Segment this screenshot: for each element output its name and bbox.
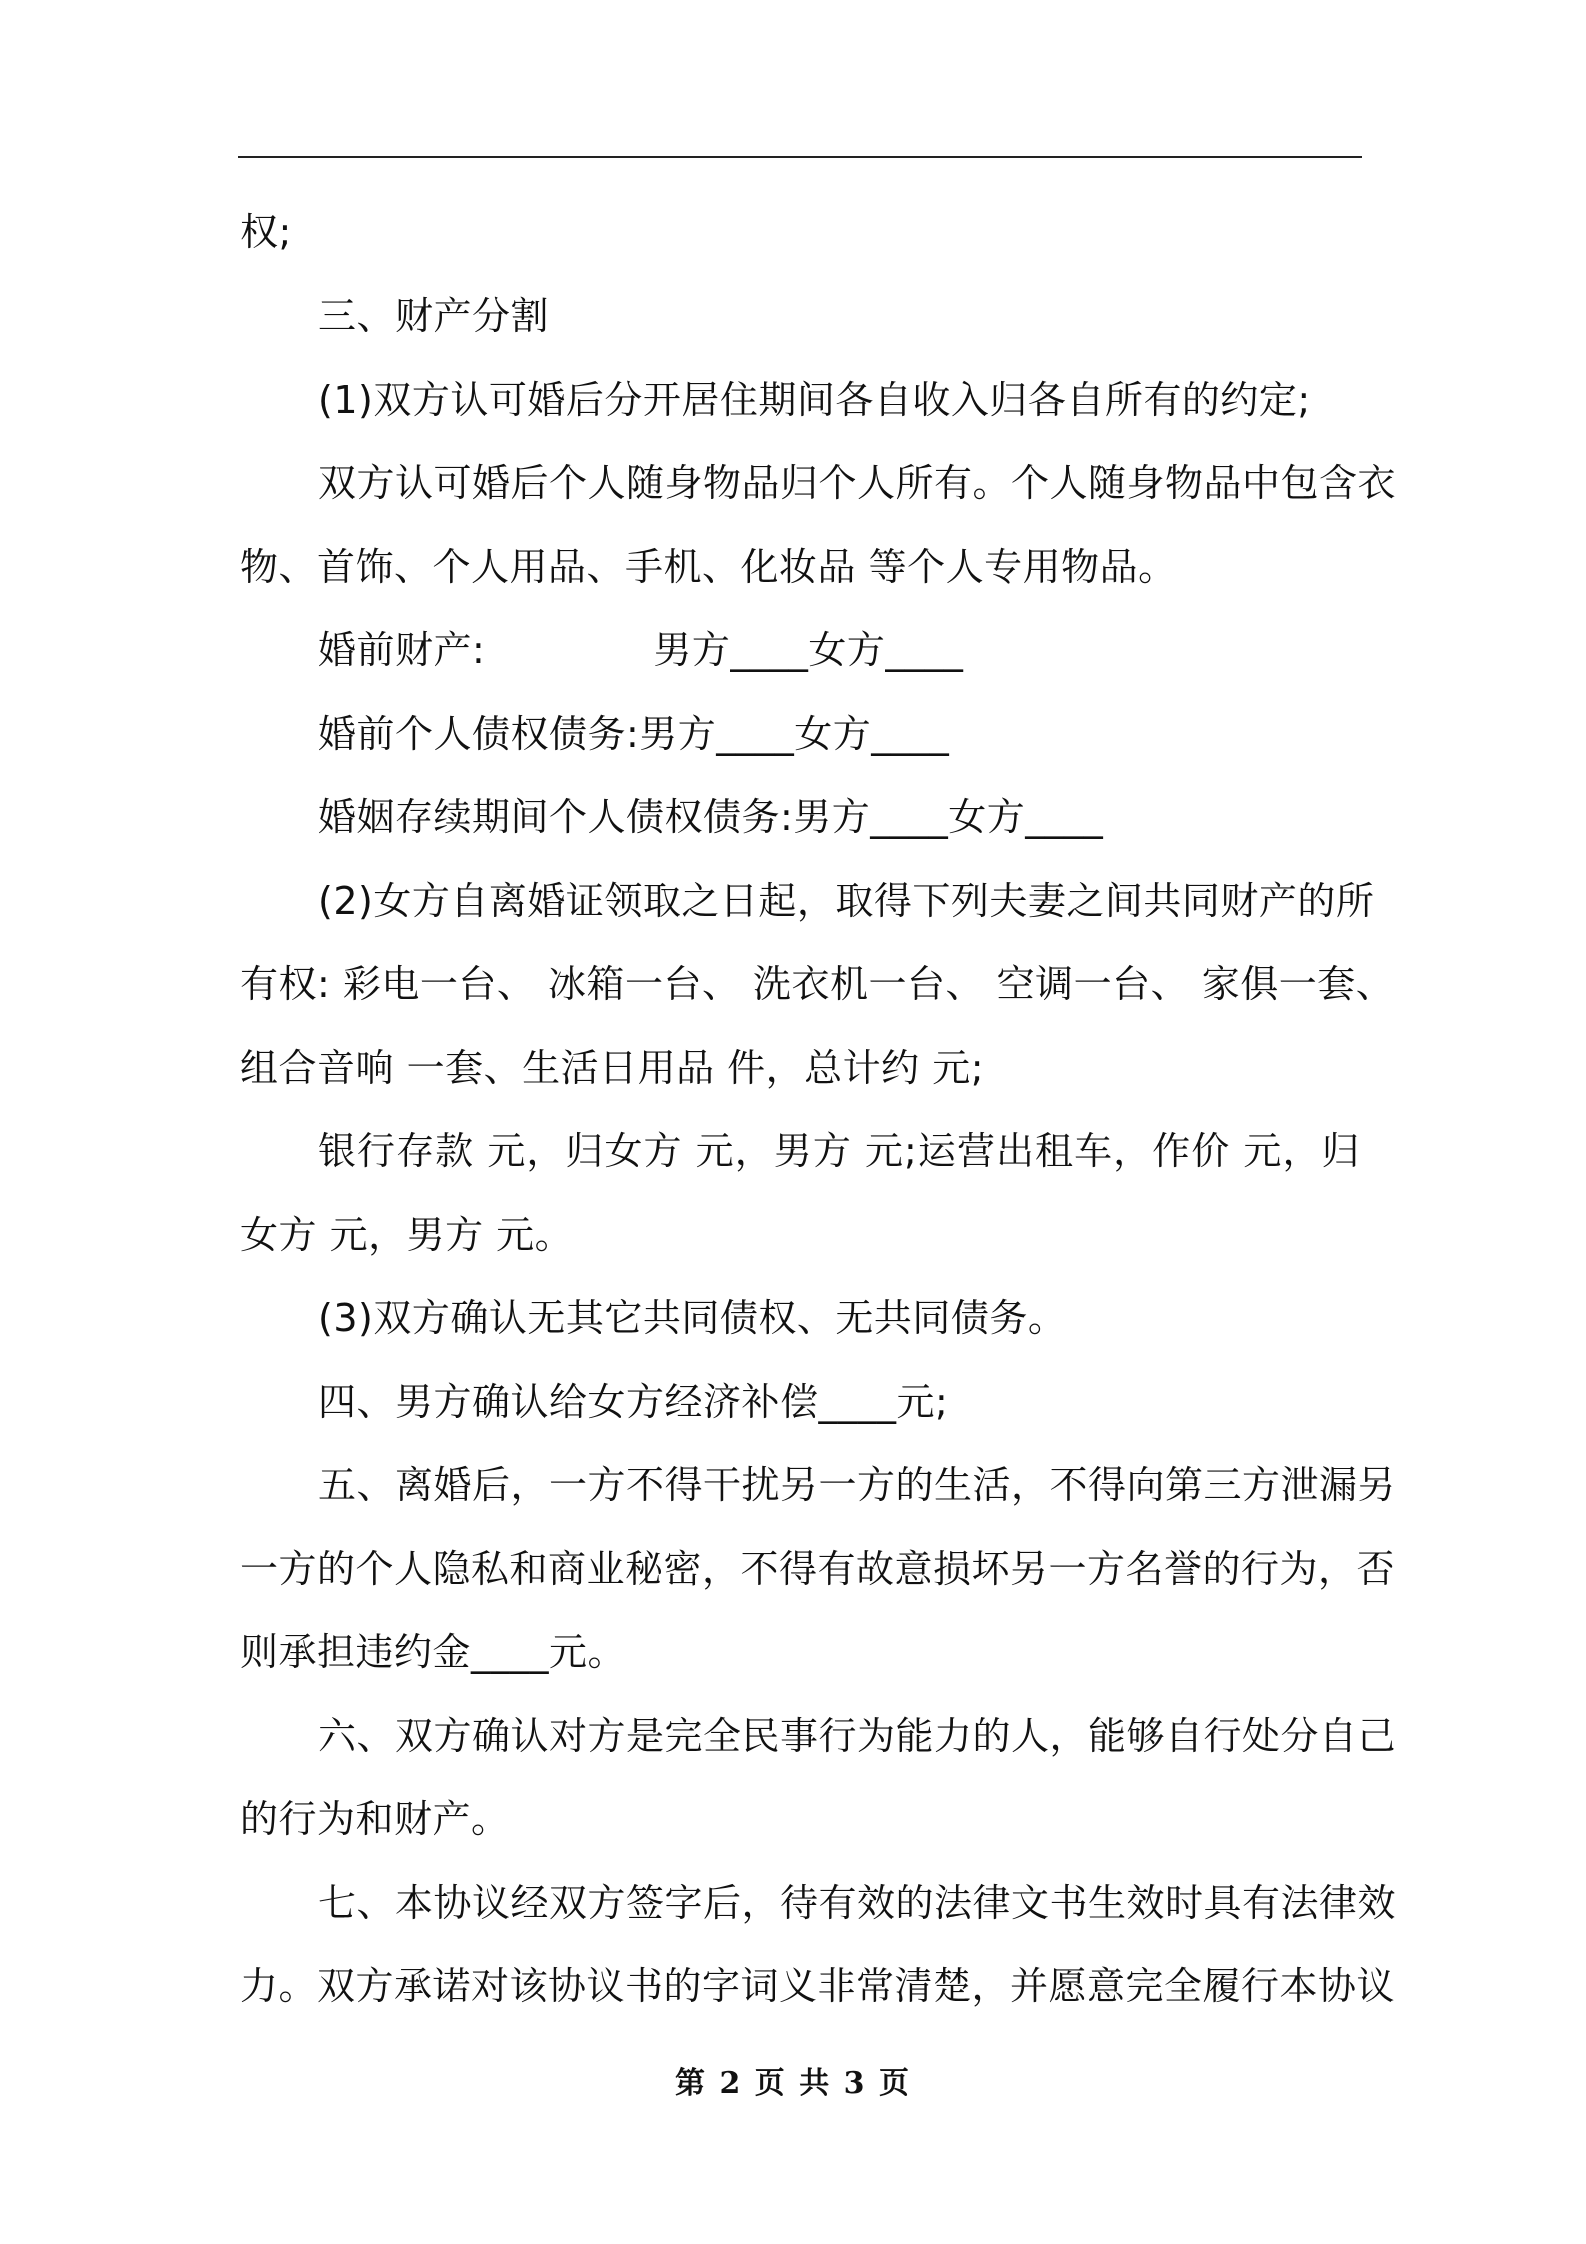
text-line: 一方的个人隐私和商业秘密，不得有故意损坏另一方名誉的行为，否 bbox=[240, 1547, 1396, 1591]
text-line: 物、首饰、个人用品、手机、化妆品 等个人专用物品。 bbox=[240, 545, 1177, 589]
text-line: 婚姻存续期间个人债权债务:男方____女方____ bbox=[318, 795, 1104, 839]
text-line: 权; bbox=[240, 210, 292, 254]
premarital-property-row bbox=[318, 620, 963, 680]
text-line: 四、男方确认给女方经济补偿____元; bbox=[318, 1380, 949, 1424]
text-line: (1)双方认可婚后分开居住期间各自收入归各自所有的约定; bbox=[318, 378, 1311, 422]
text-line: (3)双方确认无其它共同债权、无共同债务。 bbox=[318, 1296, 1067, 1340]
text-line: 银行存款 元，归女方 元，男方 元;运营出租车，作价 元，归 bbox=[318, 1129, 1360, 1173]
text-line: 七、本协议经双方签字后，待有效的法律文书生效时具有法律效 bbox=[318, 1881, 1397, 1925]
text-line: 的行为和财产。 bbox=[240, 1797, 510, 1841]
text-line: 组合音响 一套、生活日用品 件，总计约 元; bbox=[240, 1046, 985, 1090]
text-line: 六、双方确认对方是完全民事行为能力的人，能够自行处分自己 bbox=[318, 1714, 1397, 1758]
text-line: 有权: 彩电一台、 冰箱一台、 洗衣机一台、 空调一台、 家俱一套、 bbox=[240, 962, 1395, 1006]
text-line: 则承担违约金____元。 bbox=[240, 1630, 627, 1674]
section-heading: 三、财产分割 bbox=[318, 294, 550, 338]
premarital-property-blanks: 男方____女方____ bbox=[653, 628, 964, 672]
text-line: 女方 元，男方 元。 bbox=[240, 1213, 574, 1257]
premarital-property-label: 婚前财产: bbox=[318, 628, 486, 672]
text-line: 力。双方承诺对该协议书的字词义非常清楚，并愿意完全履行本协议 bbox=[240, 1964, 1396, 2008]
text-line: (2)女方自离婚证领取之日起，取得下列夫妻之间共同财产的所 bbox=[318, 879, 1375, 923]
header-rule bbox=[238, 156, 1362, 158]
text-line: 五、离婚后，一方不得干扰另一方的生活，不得向第三方泄漏另 bbox=[318, 1463, 1397, 1507]
text-line: 婚前个人债权债务:男方____女方____ bbox=[318, 712, 950, 756]
page-number-footer: 第 2 页 共 3 页 bbox=[675, 2066, 911, 2101]
text-line: 双方认可婚后个人随身物品归个人所有。个人随身物品中包含衣 bbox=[318, 461, 1397, 505]
